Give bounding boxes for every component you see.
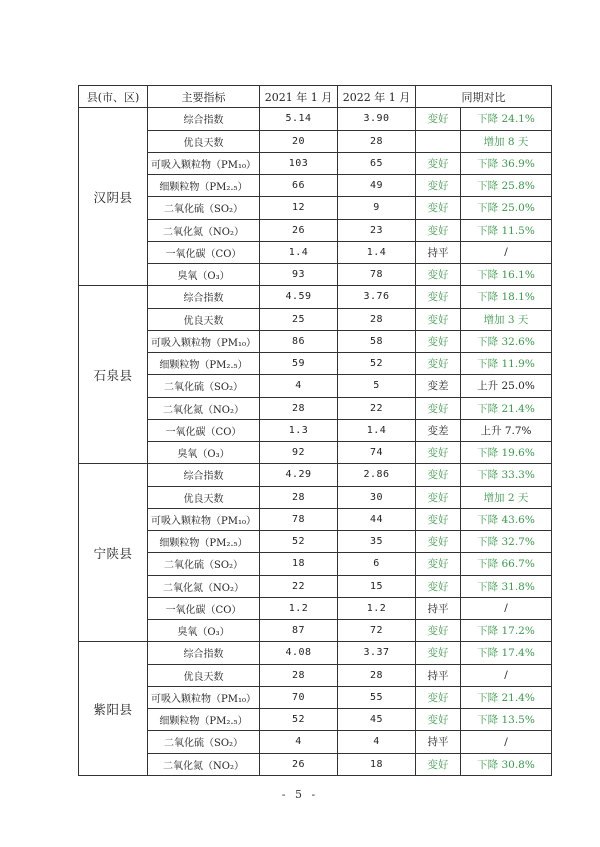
change-cell: 下降 17.2% bbox=[461, 620, 552, 642]
value-2022-cell: 65 bbox=[338, 152, 416, 174]
value-2021-cell: 4.29 bbox=[260, 464, 338, 486]
value-2021-cell: 5.14 bbox=[260, 108, 338, 130]
value-2022-cell: 44 bbox=[338, 508, 416, 530]
table-row bbox=[79, 197, 552, 219]
value-2021-cell: 18 bbox=[260, 553, 338, 575]
change-cell: / bbox=[461, 241, 552, 263]
page-number: - 5 - bbox=[281, 788, 319, 801]
status-cell: 变好 bbox=[416, 152, 461, 174]
status-cell: 变好 bbox=[416, 464, 461, 486]
value-2022-cell: 49 bbox=[338, 175, 416, 197]
value-2021-cell: 78 bbox=[260, 508, 338, 530]
indicator-cell: 一氧化碳（CO） bbox=[148, 241, 260, 263]
table-header-row bbox=[79, 86, 552, 108]
status-cell: 变好 bbox=[416, 686, 461, 708]
table-row bbox=[79, 330, 552, 352]
change-cell: 下降 19.6% bbox=[461, 442, 552, 464]
value-2022-cell: 30 bbox=[338, 486, 416, 508]
change-cell: 下降 43.6% bbox=[461, 508, 552, 530]
indicator-cell: 一氧化碳（CO） bbox=[148, 597, 260, 619]
table-row bbox=[79, 620, 552, 642]
air-quality-comparison-table bbox=[78, 85, 552, 776]
status-cell: 变好 bbox=[416, 642, 461, 664]
status-cell: 变好 bbox=[416, 753, 461, 775]
status-cell: 变好 bbox=[416, 553, 461, 575]
value-2021-cell: 4 bbox=[260, 375, 338, 397]
indicator-cell: 细颗粒物（PM₂.₅） bbox=[148, 175, 260, 197]
value-2021-cell: 25 bbox=[260, 308, 338, 330]
indicator-cell: 可吸入颗粒物（PM₁₀） bbox=[148, 152, 260, 174]
change-cell: 下降 18.1% bbox=[461, 286, 552, 308]
value-2022-cell: 1.4 bbox=[338, 419, 416, 441]
value-2022-cell: 28 bbox=[338, 664, 416, 686]
indicator-cell: 优良天数 bbox=[148, 664, 260, 686]
table-row bbox=[79, 664, 552, 686]
change-cell: 下降 30.8% bbox=[461, 753, 552, 775]
table-row bbox=[79, 486, 552, 508]
value-2021-cell: 28 bbox=[260, 397, 338, 419]
change-cell: 下降 31.8% bbox=[461, 575, 552, 597]
change-cell: 下降 36.9% bbox=[461, 152, 552, 174]
table-row bbox=[79, 108, 552, 130]
value-2022-cell: 4 bbox=[338, 731, 416, 753]
status-cell: 变好 bbox=[416, 620, 461, 642]
value-2022-cell: 52 bbox=[338, 353, 416, 375]
status-cell: 变好 bbox=[416, 442, 461, 464]
table-row bbox=[79, 353, 552, 375]
value-2021-cell: 1.2 bbox=[260, 597, 338, 619]
change-cell: 下降 25.8% bbox=[461, 175, 552, 197]
table-row bbox=[79, 709, 552, 731]
value-2021-cell: 4.08 bbox=[260, 642, 338, 664]
indicator-cell: 二氧化氮（NO₂） bbox=[148, 397, 260, 419]
value-2022-cell: 22 bbox=[338, 397, 416, 419]
value-2022-cell: 28 bbox=[338, 308, 416, 330]
indicator-cell: 可吸入颗粒物（PM₁₀） bbox=[148, 508, 260, 530]
change-cell: 下降 16.1% bbox=[461, 264, 552, 286]
status-cell: 变好 bbox=[416, 397, 461, 419]
change-cell: 下降 11.9% bbox=[461, 353, 552, 375]
table-row bbox=[79, 642, 552, 664]
status-cell: 变好 bbox=[416, 531, 461, 553]
change-cell: 下降 21.4% bbox=[461, 686, 552, 708]
status-cell: 持平 bbox=[416, 241, 461, 263]
indicator-cell: 二氧化硫（SO₂） bbox=[148, 553, 260, 575]
value-2022-cell: 78 bbox=[338, 264, 416, 286]
table-row bbox=[79, 375, 552, 397]
value-2021-cell: 28 bbox=[260, 486, 338, 508]
status-cell: 变好 bbox=[416, 197, 461, 219]
value-2022-cell: 5 bbox=[338, 375, 416, 397]
change-cell: 下降 32.7% bbox=[461, 531, 552, 553]
indicator-cell: 臭氧（O₃） bbox=[148, 442, 260, 464]
header-comparison: 同期对比 bbox=[416, 86, 552, 108]
change-cell: 下降 33.3% bbox=[461, 464, 552, 486]
indicator-cell: 二氧化氮（NO₂） bbox=[148, 219, 260, 241]
change-cell: / bbox=[461, 731, 552, 753]
value-2022-cell: 3.76 bbox=[338, 286, 416, 308]
value-2021-cell: 1.4 bbox=[260, 241, 338, 263]
status-cell: 变好 bbox=[416, 175, 461, 197]
value-2021-cell: 86 bbox=[260, 330, 338, 352]
value-2022-cell: 72 bbox=[338, 620, 416, 642]
table-body bbox=[79, 108, 552, 776]
value-2022-cell: 74 bbox=[338, 442, 416, 464]
value-2021-cell: 26 bbox=[260, 219, 338, 241]
value-2021-cell: 52 bbox=[260, 531, 338, 553]
status-cell: 变好 bbox=[416, 219, 461, 241]
value-2022-cell: 3.90 bbox=[338, 108, 416, 130]
value-2022-cell: 55 bbox=[338, 686, 416, 708]
indicator-cell: 优良天数 bbox=[148, 308, 260, 330]
indicator-cell: 二氧化氮（NO₂） bbox=[148, 575, 260, 597]
table-row bbox=[79, 152, 552, 174]
header-2021: 2021 年 1 月 bbox=[260, 86, 338, 108]
change-cell: 下降 32.6% bbox=[461, 330, 552, 352]
value-2022-cell: 35 bbox=[338, 531, 416, 553]
table-row bbox=[79, 219, 552, 241]
change-cell: 下降 21.4% bbox=[461, 397, 552, 419]
indicator-cell: 细颗粒物（PM₂.₅） bbox=[148, 531, 260, 553]
value-2021-cell: 93 bbox=[260, 264, 338, 286]
value-2022-cell: 28 bbox=[338, 130, 416, 152]
table-row bbox=[79, 264, 552, 286]
header-county: 县(市、区) bbox=[79, 86, 148, 108]
status-cell: 变好 bbox=[416, 575, 461, 597]
status-cell: 变好 bbox=[416, 353, 461, 375]
value-2021-cell: 28 bbox=[260, 664, 338, 686]
indicator-cell: 臭氧（O₃） bbox=[148, 264, 260, 286]
table-row bbox=[79, 241, 552, 263]
county-name: 紫阳县 bbox=[79, 642, 148, 776]
change-cell: / bbox=[461, 597, 552, 619]
change-cell: / bbox=[461, 664, 552, 686]
table-row bbox=[79, 175, 552, 197]
indicator-cell: 可吸入颗粒物（PM₁₀） bbox=[148, 686, 260, 708]
table-row bbox=[79, 575, 552, 597]
table-row bbox=[79, 553, 552, 575]
change-cell: 下降 24.1% bbox=[461, 108, 552, 130]
change-cell: 下降 66.7% bbox=[461, 553, 552, 575]
table-row bbox=[79, 419, 552, 441]
value-2021-cell: 66 bbox=[260, 175, 338, 197]
status-cell: 持平 bbox=[416, 597, 461, 619]
header-2022: 2022 年 1 月 bbox=[338, 86, 416, 108]
indicator-cell: 优良天数 bbox=[148, 486, 260, 508]
header-indicator: 主要指标 bbox=[148, 86, 260, 108]
county-name: 石泉县 bbox=[79, 286, 148, 464]
status-cell: 变好 bbox=[416, 709, 461, 731]
status-cell: 变好 bbox=[416, 286, 461, 308]
value-2021-cell: 1.3 bbox=[260, 419, 338, 441]
table-row bbox=[79, 531, 552, 553]
table-row bbox=[79, 286, 552, 308]
table-row bbox=[79, 130, 552, 152]
county-name: 宁陕县 bbox=[79, 464, 148, 642]
change-cell: 下降 25.0% bbox=[461, 197, 552, 219]
value-2021-cell: 103 bbox=[260, 152, 338, 174]
change-cell: 增加 2 天 bbox=[461, 486, 552, 508]
indicator-cell: 二氧化氮（NO₂） bbox=[148, 753, 260, 775]
status-cell: 变差 bbox=[416, 419, 461, 441]
change-cell: 增加 8 天 bbox=[461, 130, 552, 152]
status-cell: 变好 bbox=[416, 308, 461, 330]
indicator-cell: 二氧化硫（SO₂） bbox=[148, 731, 260, 753]
change-cell: 下降 11.5% bbox=[461, 219, 552, 241]
status-cell: 变好 bbox=[416, 330, 461, 352]
status-cell: 变好 bbox=[416, 108, 461, 130]
change-cell: 上升 25.0% bbox=[461, 375, 552, 397]
value-2021-cell: 87 bbox=[260, 620, 338, 642]
value-2022-cell: 58 bbox=[338, 330, 416, 352]
table-row bbox=[79, 508, 552, 530]
table-row bbox=[79, 308, 552, 330]
status-cell: 持平 bbox=[416, 731, 461, 753]
indicator-cell: 细颗粒物（PM₂.₅） bbox=[148, 353, 260, 375]
status-cell: 变好 bbox=[416, 486, 461, 508]
value-2022-cell: 6 bbox=[338, 553, 416, 575]
indicator-cell: 综合指数 bbox=[148, 108, 260, 130]
value-2022-cell: 15 bbox=[338, 575, 416, 597]
county-name: 汉阴县 bbox=[79, 108, 148, 286]
value-2021-cell: 70 bbox=[260, 686, 338, 708]
change-cell: 下降 13.5% bbox=[461, 709, 552, 731]
indicator-cell: 二氧化硫（SO₂） bbox=[148, 375, 260, 397]
value-2021-cell: 26 bbox=[260, 753, 338, 775]
value-2022-cell: 23 bbox=[338, 219, 416, 241]
change-cell: 增加 3 天 bbox=[461, 308, 552, 330]
value-2021-cell: 22 bbox=[260, 575, 338, 597]
table-row bbox=[79, 442, 552, 464]
value-2021-cell: 20 bbox=[260, 130, 338, 152]
indicator-cell: 综合指数 bbox=[148, 286, 260, 308]
status-cell: 变好 bbox=[416, 508, 461, 530]
change-cell: 下降 17.4% bbox=[461, 642, 552, 664]
indicator-cell: 细颗粒物（PM₂.₅） bbox=[148, 709, 260, 731]
value-2021-cell: 4 bbox=[260, 731, 338, 753]
status-cell bbox=[416, 130, 461, 152]
indicator-cell: 优良天数 bbox=[148, 130, 260, 152]
indicator-cell: 臭氧（O₃） bbox=[148, 620, 260, 642]
value-2022-cell: 1.4 bbox=[338, 241, 416, 263]
status-cell: 变差 bbox=[416, 375, 461, 397]
status-cell: 持平 bbox=[416, 664, 461, 686]
value-2021-cell: 59 bbox=[260, 353, 338, 375]
indicator-cell: 综合指数 bbox=[148, 642, 260, 664]
indicator-cell: 可吸入颗粒物（PM₁₀） bbox=[148, 330, 260, 352]
value-2022-cell: 2.86 bbox=[338, 464, 416, 486]
indicator-cell: 综合指数 bbox=[148, 464, 260, 486]
value-2022-cell: 9 bbox=[338, 197, 416, 219]
table-row bbox=[79, 731, 552, 753]
table-row bbox=[79, 464, 552, 486]
table-row bbox=[79, 597, 552, 619]
value-2022-cell: 18 bbox=[338, 753, 416, 775]
table-row bbox=[79, 753, 552, 775]
change-cell: 上升 7.7% bbox=[461, 419, 552, 441]
value-2022-cell: 1.2 bbox=[338, 597, 416, 619]
value-2022-cell: 3.37 bbox=[338, 642, 416, 664]
value-2022-cell: 45 bbox=[338, 709, 416, 731]
value-2021-cell: 92 bbox=[260, 442, 338, 464]
indicator-cell: 二氧化硫（SO₂） bbox=[148, 197, 260, 219]
value-2021-cell: 12 bbox=[260, 197, 338, 219]
table-row bbox=[79, 397, 552, 419]
value-2021-cell: 52 bbox=[260, 709, 338, 731]
status-cell: 变好 bbox=[416, 264, 461, 286]
value-2021-cell: 4.59 bbox=[260, 286, 338, 308]
table-row bbox=[79, 686, 552, 708]
indicator-cell: 一氧化碳（CO） bbox=[148, 419, 260, 441]
